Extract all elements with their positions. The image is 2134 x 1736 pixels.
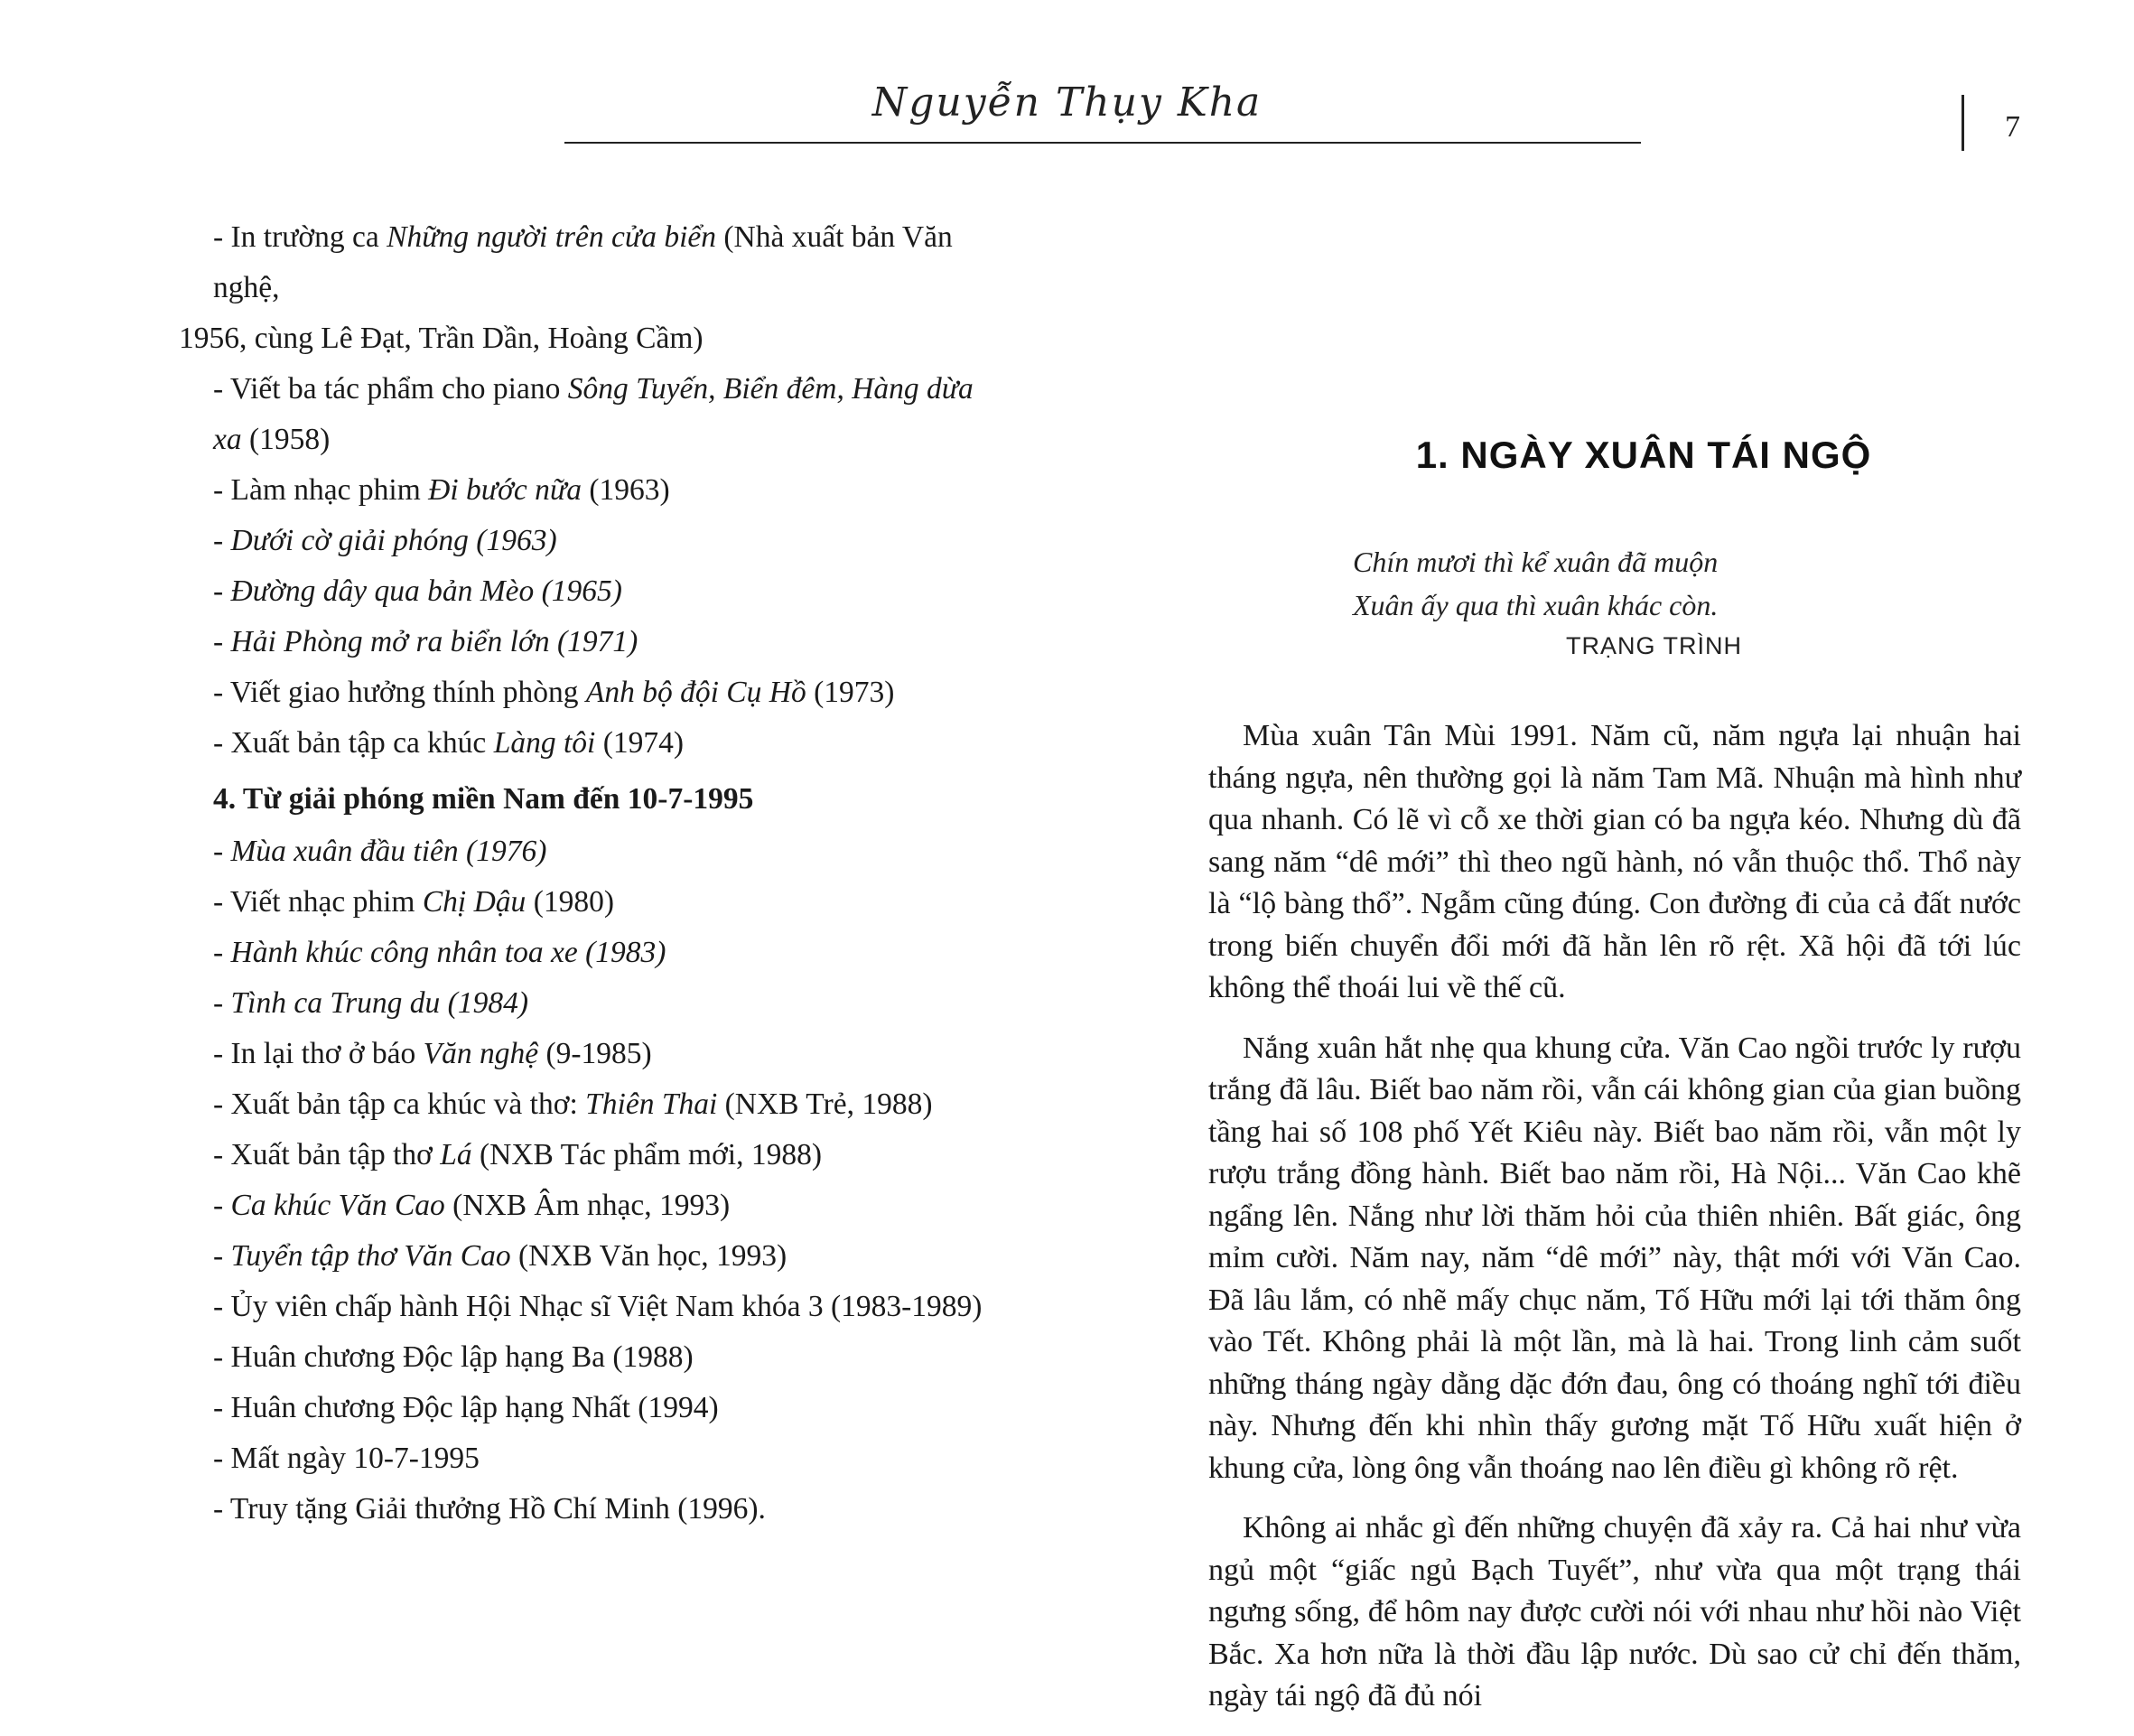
epigraph-line: Chín mươi thì kể xuân đã muộn [1353,546,1719,578]
chapter-body [1208,715,2021,1736]
list-item: - Mất ngày 10-7-1995 [213,1442,480,1475]
epigraph-line: Xuân ấy qua thì xuân khác còn. [1353,589,1719,621]
list-item: - In lại thơ ở báo Văn nghệ (9-1985) [213,1037,652,1070]
list-item: - Làm nhạc phim Đi bước nữa (1963) [213,473,670,507]
list-item: - Viết nhạc phim Chị Dậu (1980) [213,885,614,919]
list-item: - Dưới cờ giải phóng (1963) [213,524,557,557]
list-item: - In trường ca Những người trên cửa biển (Nhà xuất bản Văn nghệ, [213,220,953,304]
list-item: - Ủy viên chấp hành Hội Nhạc sĩ Việt Nam khóa 3 (1983-1989) [213,1290,983,1323]
epigraph [1353,540,1895,660]
running-header-author: Nguyễn Thụy Kha [871,79,1263,126]
list-item: - Hải Phòng mở ra biển lớn (1971) [213,625,638,658]
chronology-list [179,212,1005,1535]
list-item-continuation: 1956, cùng Lê Đạt, Trần Dần, Hoàng Cầm) [179,322,704,355]
list-item: - Huân chương Độc lập hạng Nhất (1994) [213,1391,719,1424]
list-item: - Hành khúc công nhân toa xe (1983) [213,936,666,969]
chapter-title: 1. NGÀY XUÂN TÁI NGỘ [1415,434,1872,476]
list-item: - Đường dây qua bản Mèo (1965) [213,574,622,608]
list-item: - Viết ba tác phẩm cho piano Sông Tuyến, Biển đêm, Hàng dừa xa (1958) [213,372,974,456]
list-item: - Xuất bản tập thơ Lá (NXB Tác phẩm mới, 1988) [213,1138,823,1171]
list-item: - Tuyển tập thơ Văn Cao (NXB Văn học, 1993) [213,1239,787,1273]
body-paragraph: Mùa xuân Tân Mùi 1991. Năm cũ, năm ngựa lại nhuận hai tháng ngựa, nên thường gọi là năm Tam Mã. Nhuận mà hình như qua nhanh. Có lẽ vì cỗ xe thời gian có ba ngựa kéo. Nhưng dù đã sang năm “dê mới” thì theo ngũ hành, nó vẫn thuộc thổ. Thổ này là “lộ bàng thổ”. Ngẫm cũng đúng. Con đường đi của cả đất nước trong biến chuyển đổi mới đã hằn lên rõ rệt. Xã hội đã tới lúc không thể thoái lui về thế cũ. [1208,719,2021,1004]
list-item: - Xuất bản tập ca khúc Làng tôi (1974) [213,726,684,760]
page-number: 7 [2005,110,2020,144]
list-item: - Mùa xuân đầu tiên (1976) [213,835,547,868]
list-item: - Tình ca Trung du (1984) [213,986,528,1020]
list-item: - Huân chương Độc lập hạng Ba (1988) [213,1340,694,1374]
list-item: - Xuất bản tập ca khúc và thơ: Thiên Thai (NXB Trẻ, 1988) [213,1087,933,1121]
header-rule [564,142,1641,144]
body-paragraph: Nắng xuân hắt nhẹ qua khung cửa. Văn Cao ngồi trước ly rượu trắng đã lâu. Biết bao năm rồi, vẫn cái không gian của gian buồng tầng hai số 108 phố Yết Kiêu này. Biết bao năm rồi, vẫn một ly rượu trắng đồng hành. Biết bao năm rồi, Hà Nội... Văn Cao khẽ ngẩng lên. Nắng như lời thăm hỏi của thiên nhiên. Bất giác, ông mỉm cười. Năm nay, năm “dê mới” này, thật mới với Văn Cao. Đã lâu lắm, có nhẽ mấy chục năm, Tố Hữu mới lại tới thăm ông vào Tết. Không phải là một lần, mà là hai. Trong linh cảm suốt những tháng ngày dằng dặc đớn đau, ông có thoáng nghĩ tới điều này. Nhưng đến khi nhìn thấy gương mặt Tố Hữu xuất hiện ở khung cửa, lòng ông vẫn thoáng nao lên điều gì không rõ rệt. [1208,1031,2021,1485]
epigraph-author: TRẠNG TRÌNH [1566,632,1743,659]
list-item: - Viết giao hưởng thính phòng Anh bộ đội Cụ Hồ (1973) [213,676,895,709]
list-item: - Truy tặng Giải thưởng Hồ Chí Minh (1996). [213,1492,766,1526]
section-heading: 4. Từ giải phóng miền Nam đến 10-7-1995 [213,782,754,816]
body-paragraph: Không ai nhắc gì đến những chuyện đã xảy ra. Cả hai như vừa ngủ một “giấc ngủ Bạch Tuyết”, như vừa qua một trạng thái ngưng sống, để hôm nay được cười nói với nhau như hồi nào Việt Bắc. Xa hơn nữa là thời đầu lập nước. Dù sao cử chỉ đến thăm, ngày tái ngộ đã đủ nói [1208,1511,2021,1713]
page-number-bar [1962,95,1964,151]
list-item: - Ca khúc Văn Cao (NXB Âm nhạc, 1993) [213,1189,731,1222]
